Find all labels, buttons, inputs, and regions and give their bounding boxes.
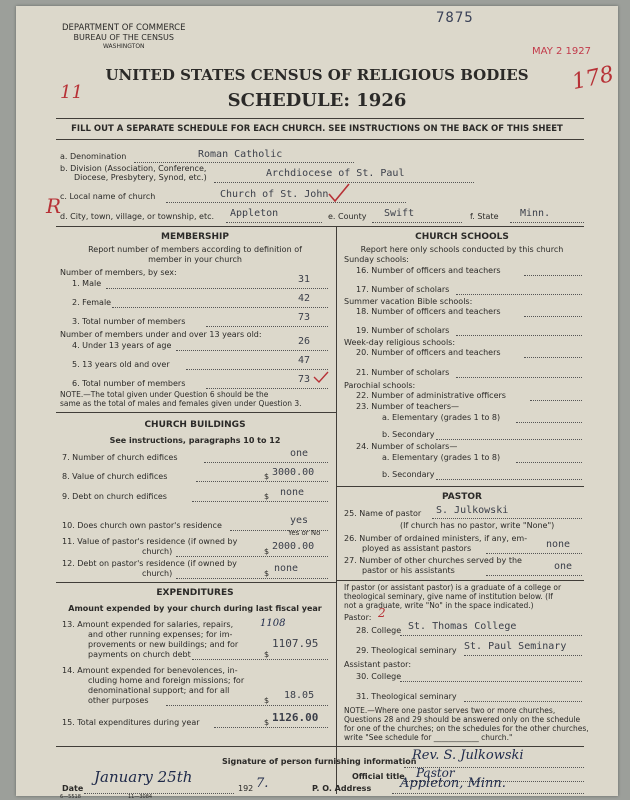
department-heading: [62, 24, 185, 51]
pastor-note-2: Questions 28 and 29 should be answered only on the schedule: [344, 715, 581, 724]
denomination-line: [134, 162, 354, 163]
q28-label: 28. College: [356, 626, 402, 635]
signature-label: Signature of person furnishing information: [222, 757, 417, 766]
q4-label: 4. Under 13 years of age: [72, 341, 172, 350]
q4-line: [176, 350, 328, 351]
q7-label: 7. Number of church edifices: [62, 453, 178, 462]
parochial-label: Parochial schools:: [344, 381, 416, 390]
q14-line: [166, 705, 328, 706]
year-value[interactable]: 7.: [256, 776, 269, 791]
q12-label-1: 12. Debt on pastor's residence (if owned by: [62, 559, 237, 568]
q3-line: [206, 326, 328, 327]
state-label: f. State: [470, 212, 499, 221]
q30-line: [400, 681, 582, 682]
division-label-1: b. Division (Association, Conference,: [60, 164, 207, 173]
po-address-value[interactable]: Appleton, Minn.: [400, 776, 506, 791]
rule-buildings: [56, 412, 336, 413]
q10-label: 10. Does church own pastor's residence: [62, 521, 222, 530]
expenditures-title: EXPENDITURES: [156, 588, 234, 598]
official-title-label: Official title: [352, 772, 405, 781]
q13-line: [192, 659, 328, 660]
q29-line: [464, 655, 582, 656]
rule-grad: [336, 580, 584, 581]
q10-value[interactable]: yes: [290, 515, 309, 526]
q12-line: [176, 578, 328, 579]
year-prefix: 192: [238, 784, 254, 793]
q9-label: 9. Debt on church edifices: [62, 492, 167, 501]
rule-pastor: [336, 486, 584, 487]
q28-value[interactable]: St. Thomas College: [408, 621, 517, 632]
q14-value[interactable]: 18.05: [284, 690, 315, 701]
grad-note-2: theological seminary, give name of institution below. (If: [344, 592, 553, 601]
pastor-note-4: write "See schedule for ____________ church.": [344, 733, 513, 742]
state-value[interactable]: Minn.: [520, 208, 551, 219]
division-label-2: Diocese, Presbytery, Synod, etc.): [74, 173, 207, 182]
q8-line: [196, 481, 328, 482]
q5-line: [186, 369, 328, 370]
q15-label: 15. Total expenditures during year: [62, 718, 200, 727]
q19-label: 19. Number of scholars: [356, 326, 450, 335]
q6-line: [206, 388, 328, 389]
rule-footer: [56, 746, 584, 747]
q13-label-1: 13. Amount expended for salaries, repairs,: [62, 620, 234, 629]
q27-value[interactable]: one: [554, 561, 573, 572]
pastor-title: PASTOR: [442, 492, 482, 502]
q3-value[interactable]: 73: [298, 312, 311, 323]
q1-value[interactable]: 31: [298, 274, 311, 285]
county-value[interactable]: Swift: [384, 208, 415, 219]
rule-top: [56, 118, 584, 119]
rule-instr: [56, 139, 584, 140]
summer-label: Summer vacation Bible schools:: [344, 297, 473, 306]
buildings-title: CHURCH BUILDINGS: [144, 420, 246, 430]
q6-label: 6. Total number of members: [72, 379, 186, 388]
state-line: [510, 222, 584, 223]
membership-sub-1: Report number of members according to definition of: [88, 245, 302, 254]
q13-label-2: and other running expenses; for im-: [88, 630, 233, 639]
check-mark-icon: [326, 182, 352, 204]
q21-label: 21. Number of scholars: [356, 368, 450, 377]
q11-dollar: $: [264, 547, 270, 556]
pastor-mark: 2: [378, 606, 386, 620]
q24a-line: [516, 462, 582, 463]
check-mark-icon: [312, 370, 330, 384]
q12-value[interactable]: none: [274, 563, 299, 574]
membership-title: MEMBERSHIP: [161, 232, 229, 242]
q2-label: 2. Female: [72, 298, 112, 307]
q12-label-2: church): [142, 569, 173, 578]
grad-note-1: If pastor (or assistant pastor) is a graduate of a college or: [344, 583, 562, 592]
q14-label-1: 14. Amount expended for benevolences, in-: [62, 666, 238, 675]
q5-value[interactable]: 47: [298, 355, 311, 366]
q8-dollar: $: [264, 472, 270, 481]
q13-label-3: provements or new buildings; and for: [88, 640, 239, 649]
church-name-label: c. Local name of church: [60, 192, 156, 201]
q1-line: [106, 288, 328, 289]
q27-line: [486, 575, 582, 576]
pastor-sub-label: Pastor:: [344, 613, 372, 622]
q7-value[interactable]: one: [290, 448, 309, 459]
city-line: [226, 222, 322, 223]
division-value[interactable]: Archdiocese of St. Paul: [266, 168, 405, 179]
form-title: UNITED STATES CENSUS OF RELIGIOUS BODIES: [105, 66, 529, 84]
date-label: Date: [62, 784, 84, 793]
census-schedule-sheet: [16, 6, 618, 800]
q27-label-2: pastor or his assistants: [362, 566, 455, 575]
q11-line: [176, 556, 328, 557]
q13-label-4: payments on church debt: [88, 650, 191, 659]
annotation-right: 178: [569, 61, 617, 96]
q20-line: [524, 357, 582, 358]
grad-note-3: not a graduate, write "No" in the space indicated.): [344, 601, 534, 610]
instruction-line: FILL OUT A SEPARATE SCHEDULE FOR EACH CHURCH. SEE INSTRUCTIONS ON THE BACK OF THIS SHEET: [71, 124, 563, 134]
under-over-label: Number of members under and over 13 years old:: [60, 330, 262, 339]
q16-label: 16. Number of officers and teachers: [356, 266, 501, 275]
q24b-label: b. Secondary: [382, 470, 435, 479]
by-sex-label: Number of members, by sex:: [60, 268, 177, 277]
membership-sub-2: member in your church: [148, 255, 242, 264]
form-number: 6—5518: [60, 794, 81, 800]
q1-label: 1. Male: [72, 279, 102, 288]
city-value[interactable]: Appleton: [230, 208, 279, 219]
dept-line-2: BUREAU OF THE CENSUS: [73, 33, 174, 42]
annotation-r: R: [46, 194, 62, 218]
q23b-label: b. Secondary: [382, 430, 435, 439]
q11-label-2: church): [142, 547, 173, 556]
q29-value[interactable]: St. Paul Seminary: [464, 641, 567, 652]
q2-value[interactable]: 42: [298, 293, 311, 304]
city-label: d. City, town, village, or township, etc.: [60, 212, 215, 221]
membership-note-1: NOTE.—The total given under Question 6 should be the: [60, 390, 269, 399]
q8-value[interactable]: 3000.00: [272, 467, 315, 478]
pastor-note-3: for one of the churches; on the schedules for the other churches,: [344, 724, 589, 733]
q30-label: 30. College: [356, 672, 402, 681]
q23-label: 23. Number of teachers—: [356, 402, 460, 411]
q17-line: [456, 294, 582, 295]
q17-label: 17. Number of scholars: [356, 285, 450, 294]
county-line: [372, 222, 462, 223]
q29-label: 29. Theological seminary: [356, 646, 457, 655]
weekday-label: Week-day religious schools:: [344, 338, 456, 347]
q20-label: 20. Number of officers and teachers: [356, 348, 501, 357]
q25-note: (If church has no pastor, write "None"): [400, 521, 555, 530]
q9-dollar: $: [264, 492, 270, 501]
schools-title: CHURCH SCHOOLS: [415, 232, 509, 242]
q13-dollar: $: [264, 650, 270, 659]
q14-label-2: cluding home and foreign missions; for: [88, 676, 245, 685]
q5-label: 5. 13 years old and over: [72, 360, 170, 369]
q9-value[interactable]: none: [280, 487, 305, 498]
q26-label-2: ployed as assistant pastors: [362, 544, 472, 553]
q31-line: [464, 701, 582, 702]
q19-line: [456, 335, 582, 336]
stamp-number: 7875: [436, 10, 474, 26]
q4-value[interactable]: 26: [298, 336, 311, 347]
q25-label: 25. Name of pastor: [344, 509, 422, 518]
dept-line-1: DEPARTMENT OF COMMERCE: [62, 23, 186, 33]
po-address-line: [392, 793, 584, 794]
q8-label: 8. Value of church edifices: [62, 472, 168, 481]
date-value[interactable]: January 25th: [94, 768, 193, 786]
q23a-label: a. Elementary (grades 1 to 8): [382, 413, 501, 422]
q7-line: [204, 462, 328, 463]
q26-label-1: 26. Number of ordained ministers, if any, em-: [344, 534, 528, 543]
annotation-left: 11: [60, 82, 83, 103]
q13-hand-value: 1108: [260, 618, 286, 629]
q16-line: [524, 275, 582, 276]
rule-sections: [56, 226, 584, 227]
official-title-value[interactable]: Pastor: [416, 766, 455, 780]
q15-value[interactable]: 1126.00: [272, 711, 319, 724]
q14-label-4: other purposes: [88, 696, 149, 705]
q18-label: 18. Number of officers and teachers: [356, 307, 501, 316]
membership-note-2: same as the total of males and females given under Question 3.: [60, 399, 302, 408]
q23a-line: [516, 422, 582, 423]
q13-value[interactable]: 1107.95: [272, 637, 319, 650]
buildings-sub: See instructions, paragraphs 10 to 12: [109, 436, 281, 445]
dept-line-3: WASHINGTON: [102, 43, 145, 50]
q23b-line: [436, 439, 582, 440]
assistant-label: Assistant pastor:: [344, 660, 412, 669]
q24a-label: a. Elementary (grades 1 to 8): [382, 453, 501, 462]
q15-line: [214, 727, 328, 728]
q25-line: [432, 518, 582, 519]
expenditures-sub: Amount expended by your church during last fiscal year: [68, 604, 322, 613]
q18-line: [524, 316, 582, 317]
received-date-stamp: MAY 2 1927: [532, 46, 591, 57]
q22-label: 22. Number of administrative officers: [356, 391, 506, 400]
q25-value[interactable]: S. Julkowski: [436, 505, 509, 516]
q31-label: 31. Theological seminary: [356, 692, 457, 701]
q6-value[interactable]: 73: [298, 374, 311, 385]
pastor-note-1: NOTE.—Where one pastor serves two or more churches,: [344, 706, 556, 715]
date-line: [84, 793, 234, 794]
q24b-line: [436, 479, 582, 480]
form-number-2: 11—3084: [128, 794, 153, 800]
q24-label: 24. Number of scholars—: [356, 442, 458, 451]
church-name-line: [166, 202, 406, 203]
po-address-label: P. O. Address: [312, 784, 372, 793]
q11-label-1: 11. Value of pastor's residence (if owned by: [62, 537, 238, 546]
county-label: e. County: [328, 212, 367, 221]
sunday-label: Sunday schools:: [344, 255, 409, 264]
q11-value[interactable]: 2000.00: [272, 541, 315, 552]
q27-label-1: 27. Number of other churches served by the: [344, 556, 522, 565]
signature-value[interactable]: Rev. S. Julkowski: [412, 748, 524, 763]
yes-no-hint: Yes or No: [288, 529, 321, 537]
q15-dollar: $: [264, 718, 270, 727]
church-name-value[interactable]: Church of St. John: [220, 189, 329, 200]
q26-value[interactable]: none: [546, 539, 571, 550]
schedule-title: SCHEDULE: 1926: [227, 90, 407, 111]
schools-sub: Report here only schools conducted by this church: [360, 245, 564, 254]
q28-line: [400, 635, 582, 636]
q21-line: [456, 377, 582, 378]
denomination-label: a. Denomination: [60, 152, 127, 161]
q14-dollar: $: [264, 696, 270, 705]
q3-label: 3. Total number of members: [72, 317, 186, 326]
q12-dollar: $: [264, 569, 270, 578]
rule-expenditures: [56, 582, 336, 583]
q9-line: [192, 501, 328, 502]
q2-line: [112, 307, 328, 308]
column-divider: [336, 226, 337, 794]
q14-label-3: denominational support; and for all: [88, 686, 230, 695]
q22-line: [530, 400, 582, 401]
denomination-value[interactable]: Roman Catholic: [198, 149, 283, 160]
q26-line: [486, 553, 582, 554]
